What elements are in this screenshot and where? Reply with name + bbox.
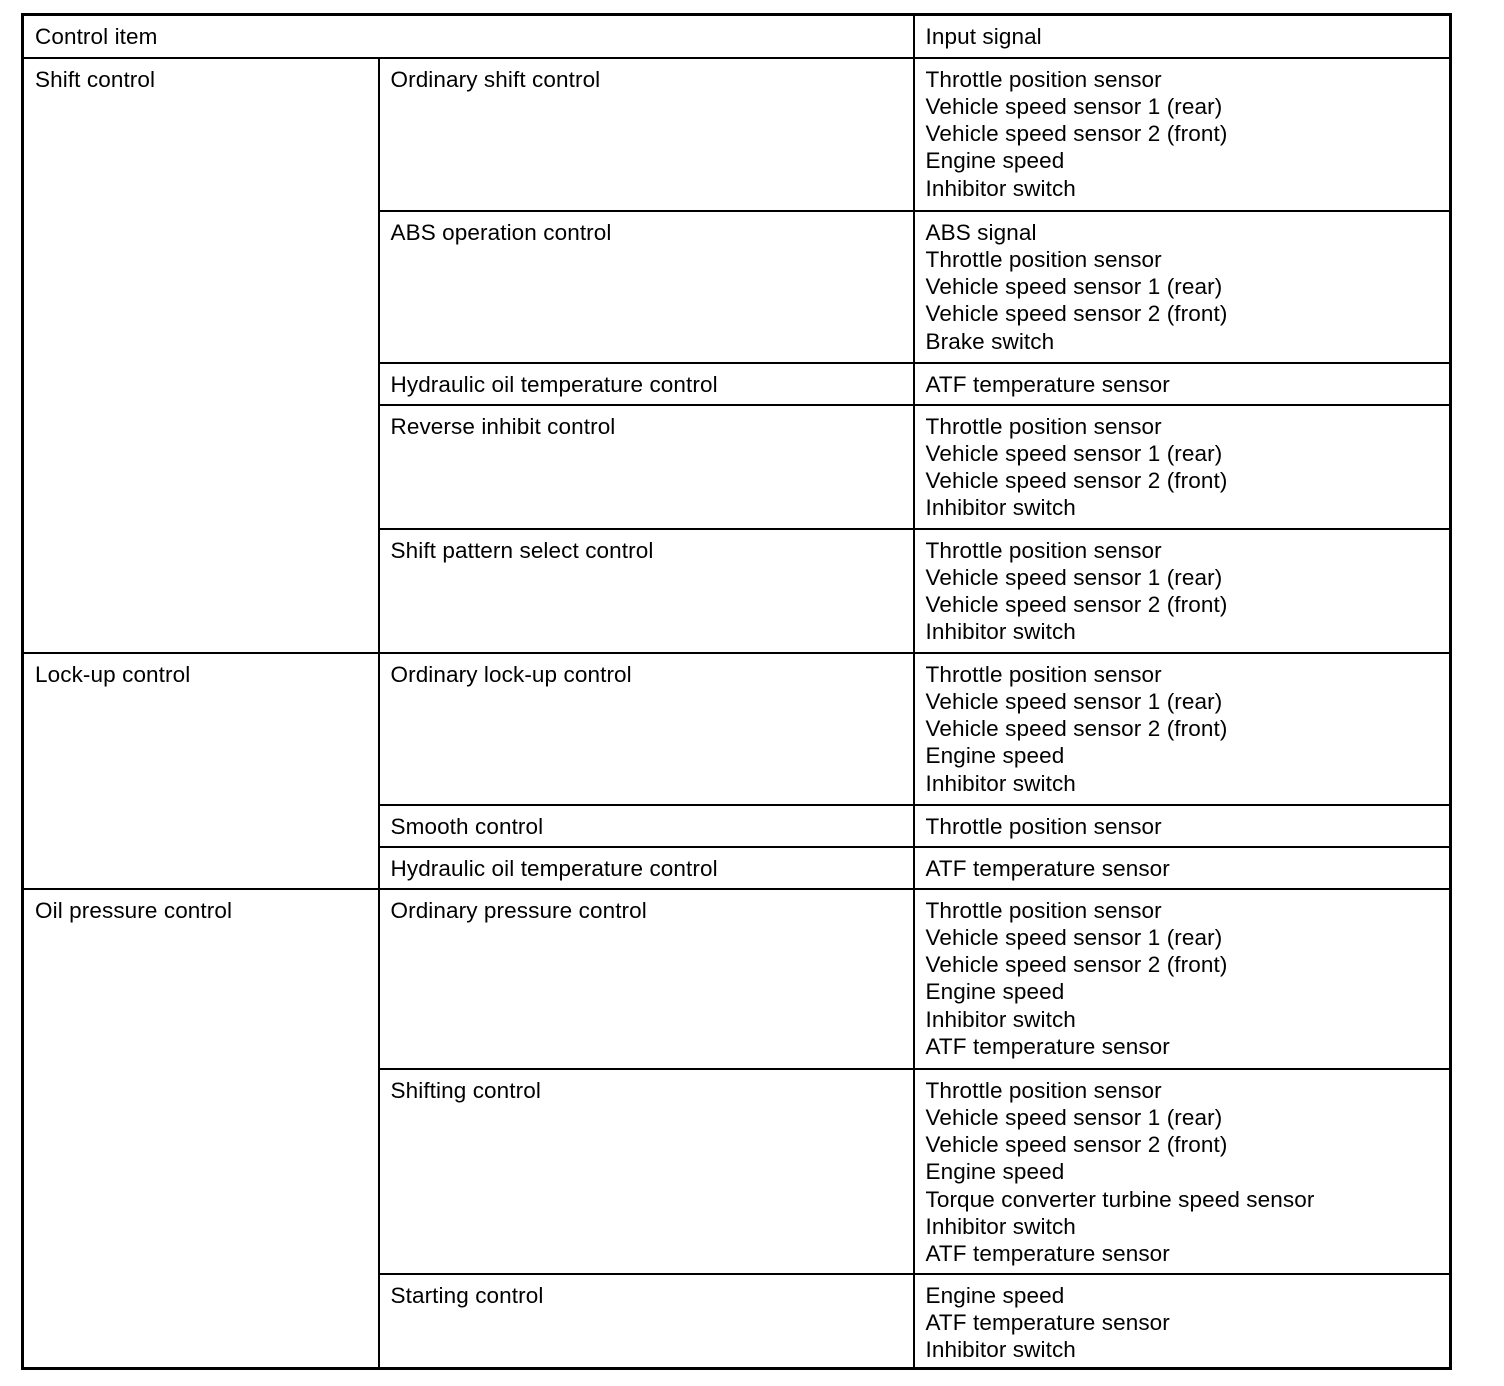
input-signal-cell bbox=[914, 405, 1451, 529]
input-signal-cell bbox=[914, 1069, 1451, 1274]
input-signal-item: ATF temperature sensor bbox=[925, 1309, 1170, 1335]
input-signal-item: ATF temperature sensor bbox=[925, 855, 1170, 881]
input-signal-item: Vehicle speed sensor 2 (front) bbox=[925, 301, 1228, 327]
input-signal-item: Vehicle speed sensor 2 (front) bbox=[925, 121, 1228, 147]
input-signal-item: Throttle position sensor bbox=[925, 1077, 1162, 1103]
input-signal-item: Vehicle speed sensor 2 (front) bbox=[925, 952, 1228, 978]
input-signal-item: Vehicle speed sensor 1 (rear) bbox=[925, 440, 1223, 466]
input-signal-item: Vehicle speed sensor 1 (rear) bbox=[925, 93, 1223, 119]
header-control-item: Control item bbox=[23, 15, 914, 58]
input-signal-item: ATF temperature sensor bbox=[925, 371, 1170, 397]
input-signal-item: Vehicle speed sensor 2 (front) bbox=[925, 716, 1228, 742]
input-signal-cell bbox=[914, 211, 1451, 363]
input-signal-item: Vehicle speed sensor 1 (rear) bbox=[925, 924, 1223, 950]
input-signal-item: Vehicle speed sensor 1 (rear) bbox=[925, 1104, 1223, 1130]
control-item-cell: Shift pattern select control bbox=[379, 529, 914, 653]
input-signal-item: ATF temperature sensor bbox=[925, 1241, 1170, 1267]
input-signal-cell bbox=[914, 529, 1451, 653]
table-row bbox=[23, 653, 1451, 805]
control-item-cell: Ordinary shift control bbox=[379, 58, 914, 211]
input-signal-item: Inhibitor switch bbox=[925, 1213, 1076, 1239]
input-signal-item: Engine speed bbox=[925, 1282, 1065, 1308]
input-signal-cell bbox=[914, 1274, 1451, 1369]
input-signal-item: Inhibitor switch bbox=[925, 175, 1076, 201]
input-signal-item: Vehicle speed sensor 2 (front) bbox=[925, 468, 1228, 494]
input-signal-item: Engine speed bbox=[925, 1159, 1065, 1185]
control-item-cell: Reverse inhibit control bbox=[379, 405, 914, 529]
input-signal-item: Vehicle speed sensor 1 (rear) bbox=[925, 688, 1223, 714]
input-signal-item: Throttle position sensor bbox=[925, 813, 1162, 839]
input-signal-item: Inhibitor switch bbox=[925, 619, 1076, 645]
input-signal-item: Throttle position sensor bbox=[925, 66, 1162, 92]
input-signal-cell bbox=[914, 805, 1451, 847]
table-body bbox=[23, 15, 1451, 1369]
input-signal-cell bbox=[914, 653, 1451, 805]
group-label: Shift control bbox=[23, 58, 379, 653]
input-signal-cell bbox=[914, 58, 1451, 211]
group-label: Oil pressure control bbox=[23, 889, 379, 1369]
control-item-cell: Shifting control bbox=[379, 1069, 914, 1274]
input-signal-cell bbox=[914, 363, 1451, 405]
input-signal-item: ATF temperature sensor bbox=[925, 1033, 1170, 1059]
table-row bbox=[23, 889, 1451, 1069]
input-signal-item: Engine speed bbox=[925, 979, 1065, 1005]
group-label: Lock-up control bbox=[23, 653, 379, 889]
input-signal-item: Throttle position sensor bbox=[925, 413, 1162, 439]
input-signal-item: Inhibitor switch bbox=[925, 1006, 1076, 1032]
header-row bbox=[23, 15, 1451, 58]
input-signal-item: Vehicle speed sensor 2 (front) bbox=[925, 1132, 1228, 1158]
control-item-cell: ABS operation control bbox=[379, 211, 914, 363]
input-signal-item: Torque converter turbine speed sensor bbox=[925, 1186, 1315, 1212]
input-signal-item: Vehicle speed sensor 1 (rear) bbox=[925, 274, 1223, 300]
input-signal-cell bbox=[914, 889, 1451, 1069]
input-signal-item: Brake switch bbox=[925, 328, 1055, 354]
input-signal-item: Inhibitor switch bbox=[925, 770, 1076, 796]
input-signal-item: Engine speed bbox=[925, 148, 1065, 174]
input-signal-cell bbox=[914, 847, 1451, 889]
input-signal-item: Vehicle speed sensor 2 (front) bbox=[925, 592, 1228, 618]
input-signal-item: Inhibitor switch bbox=[925, 495, 1076, 521]
input-signal-item: Engine speed bbox=[925, 743, 1065, 769]
input-signal-item: Throttle position sensor bbox=[925, 897, 1162, 923]
control-signal-table bbox=[21, 13, 1452, 1370]
input-signal-item: Vehicle speed sensor 1 (rear) bbox=[925, 564, 1223, 590]
control-item-cell: Hydraulic oil temperature control bbox=[379, 847, 914, 889]
input-signal-item: Inhibitor switch bbox=[925, 1337, 1076, 1363]
input-signal-item: ABS signal bbox=[925, 219, 1037, 245]
input-signal-item: Throttle position sensor bbox=[925, 246, 1162, 272]
control-item-cell: Ordinary pressure control bbox=[379, 889, 914, 1069]
control-item-cell: Smooth control bbox=[379, 805, 914, 847]
table-row bbox=[23, 58, 1451, 211]
control-item-cell: Starting control bbox=[379, 1274, 914, 1369]
input-signal-item: Throttle position sensor bbox=[925, 661, 1162, 687]
input-signal-item: Throttle position sensor bbox=[925, 537, 1162, 563]
control-item-cell: Hydraulic oil temperature control bbox=[379, 363, 914, 405]
control-item-cell: Ordinary lock-up control bbox=[379, 653, 914, 805]
header-input-signal: Input signal bbox=[914, 15, 1451, 58]
